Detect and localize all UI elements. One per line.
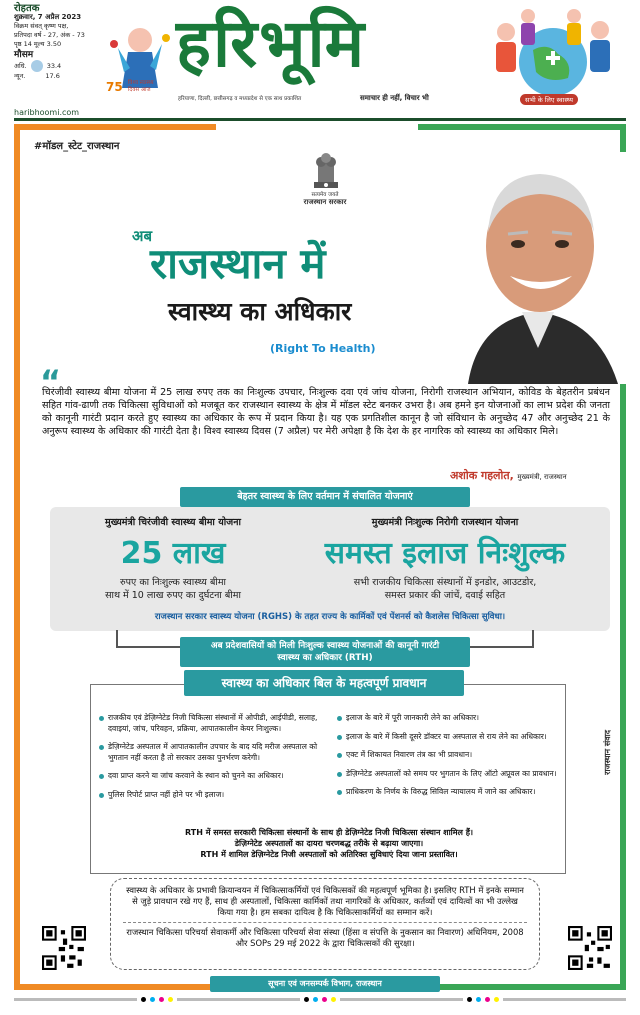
chief-minister-photo xyxy=(448,152,628,384)
bottom-color-strip xyxy=(14,996,626,1002)
hashtag: #मॉडल_स्टेट_राजस्थान xyxy=(34,141,120,152)
department-footer: सूचना एवं जनसम्पर्क विभाग, राजस्थान xyxy=(210,976,440,992)
list-item: इलाज के बारे में पूरी जानकारी लेने का अधिकार। xyxy=(337,713,563,724)
weather-max xyxy=(14,60,114,72)
bullet-icon xyxy=(337,753,342,758)
strip-dot xyxy=(313,997,318,1002)
strip-dot xyxy=(476,997,481,1002)
strip-dot xyxy=(150,997,155,1002)
strip-dot xyxy=(304,997,309,1002)
heading-prefix: अब xyxy=(132,227,153,245)
vertical-credit: राजस्थान संवाद xyxy=(603,730,612,775)
bill-heading: स्वास्थ्य का अधिकार बिल के महत्वपूर्ण प्रावधान xyxy=(184,670,464,696)
scheme-chiranjeevi xyxy=(68,515,278,602)
masthead-tagline: हरियाणा, दिल्ली, छत्तीसगढ़ व मध्यप्रदेश से एक साथ प्रकाशित xyxy=(178,96,302,102)
strip-dot xyxy=(331,997,336,1002)
doctors-respect-box xyxy=(110,878,540,970)
main-heading: राजस्थान में xyxy=(150,239,326,288)
newspaper-logo: हरिभूमि xyxy=(176,5,367,82)
min-label: न्यून. xyxy=(14,72,26,80)
masthead-info xyxy=(14,4,114,81)
rth-note: RTH में समस्त सरकारी चिकित्सा संस्थानों के साथ ही डेज़िग्नेटेड निजी चिकित्सा संस्थान शामिल हैं। xyxy=(184,828,474,837)
bullet-icon xyxy=(337,716,342,721)
doctors-safety-text: राजस्थान चिकित्सा परिचर्या सेवाकर्मी और चिकित्सा परिचर्या सेवा संस्था (हिंसा व संपत्ति के नुकसान का निवारण) अधिनियम, 2008 और SOPs 29 मई 2022 के द्वारा चिकित्सकों की सुरक्षा। xyxy=(126,927,524,948)
health-for-all-caption: सभी के लिए स्वास्थ्य xyxy=(520,94,578,105)
badge-text: विश्व स्वास्थ्य दिवस आज xyxy=(128,80,154,93)
open-quote-icon: “ xyxy=(40,363,62,401)
list-item: डेज़िग्नेटेड अस्पताल में आपातकालीन उपचार के बाद यदि मरीज अस्पताल को भुगतान नहीं करता है तो सरकार उसका पुनर्भरण करेगी। xyxy=(99,742,329,763)
strip-segment xyxy=(14,998,137,1001)
scheme-desc: रुपए का निःशुल्क स्वास्थ्य बीमा xyxy=(119,577,226,588)
rghs-note: राजस्थान सरकार स्वास्थ्य योजना (RGHS) के तहत राज्य के कार्मिकों एवं पेंशनर्स को कैशलेस चिकित्सा सुविधा। xyxy=(154,612,506,622)
strip-dot xyxy=(485,997,490,1002)
strip-dot xyxy=(467,997,472,1002)
provisions-left xyxy=(99,713,329,808)
strip-segment xyxy=(177,998,300,1001)
rth-banner xyxy=(180,637,470,667)
weather-title: मौसम xyxy=(14,50,34,60)
masthead xyxy=(0,0,640,120)
list-item: दवा प्राप्त करने या जांच करवाने के स्थान को चुनने का अधिकार। xyxy=(99,771,329,782)
list-item: प्राधिकरण के निर्णय के विरुद्ध सिविल न्यायालय में जाने का अधिकार। xyxy=(337,787,563,798)
quote-signature xyxy=(450,468,567,483)
schemes-box xyxy=(50,507,610,631)
issue-date: शुक्रवार, 7 अप्रैल 2023 xyxy=(14,13,82,21)
signatory-name: अशोक गहलोत, xyxy=(450,469,514,482)
list-item: इलाज के बारे में किसी दूसरे डॉक्टर या अस्पताल से राय लेने का अधिकार। xyxy=(337,732,563,743)
city-name: रोहतक xyxy=(14,3,40,14)
advertisement-frame xyxy=(14,124,626,990)
health-for-all-illustration-icon xyxy=(478,2,628,106)
rth-line: अब प्रदेशवासियों को मिली निःशुल्क स्वास्थ्य योजनाओं की कानूनी गारंटी xyxy=(210,641,440,651)
doctors-respect-text: स्वास्थ्य के अधिकार के प्रभावी क्रियान्वयन में चिकित्साकर्मियों एवं चिकित्सकों की महत्वपूर्ण भूमिका है। इसलिए RTH में इनके सम्मान से जुड़े प्रावधान रखे गए हैं, साथ ही अस्पतालों, चिकित्सा कार्मिकों तथा नागरिकों के अधिकार, कर्तव्यों एवं दायित्वों का भी उल्लेख किया गया है। हम सबका दायित्व है कि चिकित्साकर्मियों का सम्मान करें। xyxy=(126,885,524,917)
strip-dot xyxy=(141,997,146,1002)
strip-segment xyxy=(503,998,626,1001)
scheme-title: मुख्यमंत्री चिरंजीवी स्वास्थ्य बीमा योजना xyxy=(105,517,241,528)
bullet-icon xyxy=(337,772,342,777)
bullet-icon xyxy=(99,745,104,750)
scheme-highlight: समस्त इलाज निःशुल्क xyxy=(324,536,566,571)
bullet-icon xyxy=(99,774,104,779)
rth-note: RTH में शामिल डेज़िग्नेटेड निजी अस्पतालों को अतिरिक्त सुविधाएं दिया जाना प्रस्तावित। xyxy=(200,850,458,859)
emblem-caption: सत्यमेव जयते xyxy=(311,192,339,198)
government-name: राजस्थान सरकार xyxy=(303,198,347,206)
strip-dot xyxy=(159,997,164,1002)
scheme-desc: साथ में 10 लाख रुपए का दुर्घटना बीमा xyxy=(105,590,241,601)
strip-dot xyxy=(322,997,327,1002)
bullet-icon xyxy=(337,790,342,795)
weather-icon xyxy=(31,60,43,72)
list-item: पुलिस रिपोर्ट प्राप्त नहीं होने पर भी इलाज। xyxy=(99,790,329,801)
bullet-icon xyxy=(337,735,342,740)
scheme-highlight: 25 लाख xyxy=(120,536,226,571)
strip-dot xyxy=(494,997,499,1002)
rth-line: स्वास्थ्य का अधिकार (RTH) xyxy=(277,653,373,663)
divider xyxy=(123,922,527,923)
site-url[interactable]: haribhoomi.com xyxy=(14,108,80,117)
masthead-slogan: समाचार ही नहीं, विचार भी xyxy=(360,94,429,102)
weather-min xyxy=(14,72,114,81)
bullet-icon xyxy=(99,716,104,721)
schemes-heading: बेहतर स्वास्थ्य के लिए वर्तमान में संचालित योजनाएं xyxy=(180,487,470,507)
list-item: डेज़िग्नेटेड अस्पतालों को समय पर भुगतान के लिए ऑटो अप्रूवल का प्रावधान। xyxy=(337,769,563,780)
rth-note: डेज़िग्नेटेड अस्पतालों का दायरा चरणबद्ध तरीके से बढ़ाया जाएगा। xyxy=(234,839,424,848)
edition-line: विक्रम संवत् कृष्ण पक्ष, xyxy=(14,22,69,30)
list-item: राजकीय एवं डेज़िग्नेटेड निजी चिकित्सा संस्थानों में ओपीडी, आईपीडी, सलाह, दवाइयां, जांच, परिवहन, प्रक्रिया, आपातकालीन केयर निःशुल्क। xyxy=(99,713,329,734)
signatory-title: मुख्यमंत्री, राजस्थान xyxy=(517,473,567,481)
rth-notes xyxy=(91,827,567,860)
scheme-nirogi xyxy=(300,515,590,602)
list-item: एक्ट में शिकायत निवारण तंत्र का भी प्रावधान। xyxy=(337,750,563,761)
qr-code-icon[interactable] xyxy=(42,926,86,970)
sub-heading: स्वास्थ्य का अधिकार xyxy=(168,297,352,326)
cm-quote: चिरंजीवी स्वास्थ्य बीमा योजना में 25 लाख रुपए तक का निःशुल्क उपचार, निःशुल्क दवा एवं जांच योजना, निरोगी राजस्थान अभियान, कोविड के बेहतरीन प्रबंधन सहित गांव-ढाणी तक चिकित्सा सुविधाओं को मजबूत कर राजस्थान स्वास्थ्य के क्षेत्र में मॉडल स्टेट बनकर उभरा है। अब हमने इन योजनाओं का लाभ प्रदेश की जनता को कानूनी गारंटी प्रदान करते हुए स्वास्थ्य का अधिकार के रूप में प्रदान किया है। यह एक प्रगतिशील कानून है जो संविधान के अनुच्छेद 47 और अनुच्छेद 21 के अनुरूप स्वास्थ्य के अधिकार की गारंटी देता है। विश्व स्वास्थ्य दिवस (7 अप्रैल) पर मेरी अपेक्षा है कि देश के हर नागरिक को स्वास्थ्य का अधिकार मिले। xyxy=(42,387,610,437)
provisions-right xyxy=(337,713,563,806)
max-label: अधि. xyxy=(14,61,27,70)
max-value: 33.4 xyxy=(46,61,62,70)
strip-segment xyxy=(340,998,463,1001)
qr-code-icon[interactable] xyxy=(568,926,612,970)
scheme-title: मुख्यमंत्री निःशुल्क निरोगी राजस्थान योजना xyxy=(371,517,519,528)
edition-line: पृष्ठ 14 मूल्य 3.50 xyxy=(14,40,62,48)
edition-line: प्रतिपदा वर्ष - 27, अंक - 73 xyxy=(14,31,85,39)
english-heading: (Right To Health) xyxy=(270,342,376,355)
scheme-desc: समस्त प्रकार की जांचें, दवाई सहित xyxy=(384,590,506,601)
scheme-desc: सभी राजकीय चिकित्सा संस्थानों में इनडोर, आउटडोर, xyxy=(353,577,537,588)
badge-75: 75 xyxy=(106,80,123,94)
provisions-box xyxy=(90,684,566,874)
min-value: 17.6 xyxy=(45,72,60,80)
state-emblem-icon xyxy=(308,148,344,192)
bullet-icon xyxy=(99,793,104,798)
strip-dot xyxy=(168,997,173,1002)
advertisement xyxy=(20,130,620,988)
masthead-divider xyxy=(14,118,626,121)
